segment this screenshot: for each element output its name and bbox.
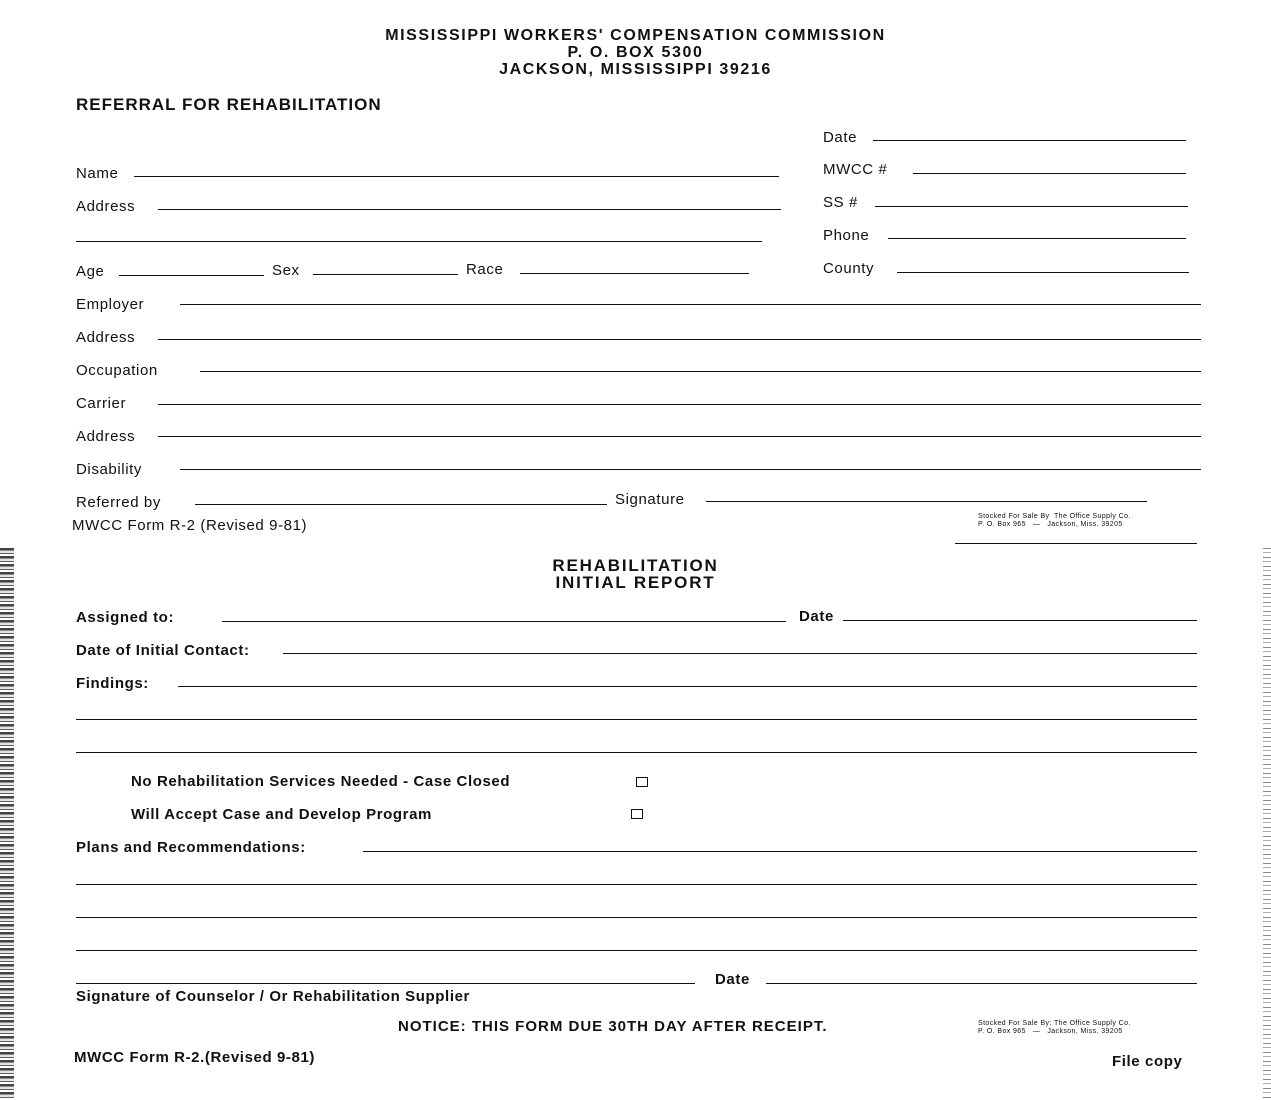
race-field[interactable] — [520, 273, 749, 274]
address-field[interactable] — [158, 209, 781, 210]
signature-field[interactable] — [706, 501, 1147, 502]
header-box: P. O. BOX 5300 — [567, 44, 704, 61]
county-field[interactable] — [897, 272, 1189, 273]
carrier-label: Carrier — [76, 395, 127, 412]
assigned-to-label: Assigned to: — [76, 609, 175, 626]
findings-field-line3[interactable] — [76, 752, 1197, 753]
sex-label: Sex — [272, 262, 300, 279]
header-org: MISSISSIPPI WORKERS' COMPENSATION COMMISSION — [385, 27, 886, 44]
sex-field[interactable] — [313, 274, 458, 275]
ss-label: SS # — [823, 194, 858, 211]
phone-label: Phone — [823, 227, 870, 244]
name-field[interactable] — [134, 176, 779, 177]
report-date-field[interactable] — [843, 620, 1197, 621]
employer-field[interactable] — [180, 304, 1201, 305]
report-title-line1: REHABILITATION — [552, 556, 719, 575]
signature-date-field[interactable] — [766, 983, 1197, 984]
counselor-signature-field[interactable] — [76, 983, 695, 984]
option-accept-case-label: Will Accept Case and Develop Program — [131, 806, 432, 823]
counselor-signature-label: Signature of Counselor / Or Rehabilitation Supplier — [76, 988, 470, 1005]
tear-rule — [955, 543, 1197, 544]
address-label: Address — [76, 198, 136, 215]
ss-field[interactable] — [875, 206, 1188, 207]
report-form-id: MWCC Form R-2.(Revised 9-81) — [74, 1049, 316, 1066]
date-field[interactable] — [873, 140, 1186, 141]
phone-field[interactable] — [888, 238, 1186, 239]
county-label: County — [823, 260, 875, 277]
carrier-address-field[interactable] — [158, 436, 1201, 437]
employer-address-field[interactable] — [158, 339, 1201, 340]
option-case-closed-label: No Rehabilitation Services Needed - Case Closed — [131, 773, 511, 790]
findings-field-line2[interactable] — [76, 719, 1197, 720]
initial-contact-field[interactable] — [283, 653, 1197, 654]
report-title-line2: INITIAL REPORT — [555, 573, 716, 592]
accept-case-checkbox[interactable] — [631, 809, 643, 819]
referral-form-id: MWCC Form R-2 (Revised 9-81) — [72, 517, 308, 534]
initial-contact-label: Date of Initial Contact: — [76, 642, 250, 659]
scan-edge-left — [0, 548, 14, 1100]
plans-label: Plans and Recommendations: — [76, 839, 306, 856]
file-copy-label: File copy — [1112, 1053, 1183, 1070]
employer-address-label: Address — [76, 329, 136, 346]
report-date-label: Date — [799, 608, 834, 625]
employer-label: Employer — [76, 296, 145, 313]
assigned-to-field[interactable] — [222, 621, 786, 622]
age-field[interactable] — [119, 275, 264, 276]
mwcc-label: MWCC # — [823, 161, 888, 178]
referral-title: REFERRAL FOR REHABILITATION — [76, 95, 382, 114]
report-stocked-by: Stocked For Sale By: The Office Supply Co. — [978, 1020, 1131, 1027]
date-label: Date — [823, 129, 858, 146]
occupation-field[interactable] — [200, 371, 1201, 372]
plans-field-line4[interactable] — [76, 950, 1197, 951]
case-closed-checkbox[interactable] — [636, 777, 648, 787]
mwcc-field[interactable] — [913, 173, 1186, 174]
carrier-field[interactable] — [158, 404, 1201, 405]
name-label: Name — [76, 165, 119, 182]
referred-by-field[interactable] — [195, 504, 607, 505]
notice-text: NOTICE: THIS FORM DUE 30TH DAY AFTER RECEIPT. — [398, 1018, 828, 1035]
referral-stocked-by: Stocked For Sale By The Office Supply Co. — [978, 513, 1131, 520]
disability-field[interactable] — [180, 469, 1201, 470]
plans-field[interactable] — [363, 851, 1197, 852]
referred-by-label: Referred by — [76, 494, 161, 511]
disability-label: Disability — [76, 461, 143, 478]
carrier-address-label: Address — [76, 428, 136, 445]
signature-date-label: Date — [715, 971, 750, 988]
findings-field[interactable] — [178, 686, 1197, 687]
race-label: Race — [466, 261, 504, 278]
referral-stocked-address: P. O. Box 965 — Jackson, Miss. 39205 — [978, 521, 1123, 528]
report-stocked-address: P. O. Box 965 — Jackson, Miss. 39205 — [978, 1028, 1123, 1035]
address-field-line2[interactable] — [76, 241, 762, 242]
scan-edge-right — [1263, 548, 1271, 1100]
findings-label: Findings: — [76, 675, 149, 692]
occupation-label: Occupation — [76, 362, 158, 379]
age-label: Age — [76, 263, 105, 280]
signature-label: Signature — [615, 491, 685, 508]
header-city: JACKSON, MISSISSIPPI 39216 — [499, 61, 772, 78]
plans-field-line2[interactable] — [76, 884, 1197, 885]
plans-field-line3[interactable] — [76, 917, 1197, 918]
